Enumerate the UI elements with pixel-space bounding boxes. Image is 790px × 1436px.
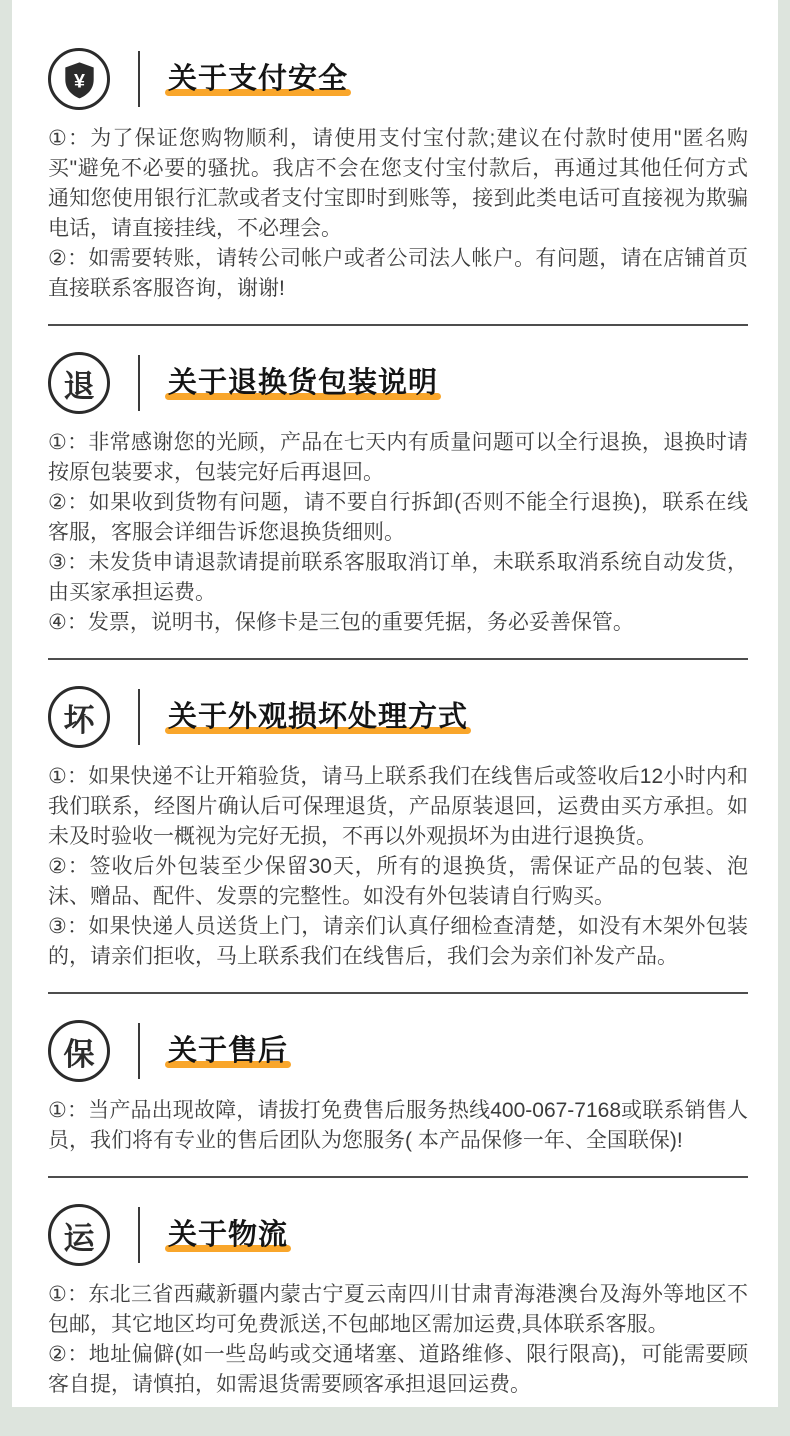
section-title: 关于退换货包装说明	[168, 366, 439, 399]
notice-paragraph: ①：当产品出现故障，请拔打免费售后服务热线400-067-7168或联系销售人员，我们将有专业的售后团队为您服务( 本产品保修一年、全国联保)!	[48, 1099, 748, 1152]
section-body	[48, 762, 748, 972]
badge-char: 保	[63, 1036, 95, 1072]
badge-char: 运	[63, 1220, 95, 1256]
badge-char: 坏	[63, 702, 95, 738]
notice-paragraph: ②：如需要转账，请转公司帐户或者公司法人帐户。有问题，请在店铺首页直接联系客服咨询，谢谢!	[48, 247, 748, 300]
section-header	[48, 1020, 748, 1082]
section-logistics	[48, 1204, 748, 1400]
shipping-badge-icon	[48, 1204, 110, 1266]
header-divider	[138, 1023, 140, 1079]
section-separator	[48, 992, 748, 994]
damage-badge-icon	[48, 686, 110, 748]
shield-yuan-icon	[48, 48, 110, 110]
return-badge-icon	[48, 352, 110, 414]
section-title: 关于售后	[168, 1034, 289, 1067]
section-title: 关于外观损坏处理方式	[168, 700, 469, 733]
badge-char: 退	[63, 368, 95, 404]
notice-paragraph: ④：发票，说明书，保修卡是三包的重要凭据，务必妥善保管。	[48, 611, 634, 634]
yuan-glyph: ¥	[73, 70, 85, 93]
notice-card	[12, 0, 778, 1407]
section-header	[48, 1204, 748, 1266]
warranty-badge-icon	[48, 1020, 110, 1082]
section-after-sales	[48, 1020, 748, 1156]
notice-paragraph: ②：地址偏僻(如一些岛屿或交通堵塞、道路维修、限行限高)，可能需要顾客自提，请慎拍，如需退货需要顾客承担退回运费。	[48, 1343, 748, 1396]
section-body	[48, 428, 748, 638]
section-damage-handling	[48, 686, 748, 972]
notice-paragraph: ①：东北三省西藏新疆内蒙古宁夏云南四川甘肃青海港澳台及海外等地区不包邮，其它地区均可免费派送,不包邮地区需加运费,具体联系客服。	[48, 1283, 748, 1336]
section-separator	[48, 324, 748, 326]
section-title: 关于支付安全	[168, 62, 349, 95]
section-return-packaging	[48, 352, 748, 638]
section-body	[48, 124, 748, 304]
header-divider	[138, 51, 140, 107]
section-header	[48, 48, 748, 110]
notice-paragraph: ②：签收后外包装至少保留30天，所有的退换货，需保证产品的包装、泡沫、赠品、配件、发票的完整性。如没有外包装请自行购买。	[48, 855, 748, 908]
notice-paragraph: ①：非常感谢您的光顾，产品在七天内有质量问题可以全行退换，退换时请按原包装要求，包装完好后再退回。	[48, 431, 748, 484]
section-header	[48, 686, 748, 748]
section-separator	[48, 658, 748, 660]
notice-paragraph: ①：为了保证您购物顺利，请使用支付宝付款;建议在付款时使用"匿名购买"避免不必要的骚扰。我店不会在您支付宝付款后，再通过其他任何方式通知您使用银行汇款或者支付宝即时到账等，接到此类电话可直接视为欺骗电话，请直接挂线，不必理会。	[48, 127, 748, 240]
section-body	[48, 1096, 748, 1156]
header-divider	[138, 689, 140, 745]
section-title: 关于物流	[168, 1218, 289, 1251]
notice-paragraph: ③：如果快递人员送货上门，请亲们认真仔细检查清楚，如没有木架外包装的，请亲们拒收，马上联系我们在线售后，我们会为亲们补发产品。	[48, 915, 748, 968]
section-header	[48, 352, 748, 414]
section-payment-security	[48, 48, 748, 304]
header-divider	[138, 355, 140, 411]
notice-paragraph: ②：如果收到货物有问题，请不要自行拆卸(否则不能全行退换)，联系在线客服，客服会详细告诉您退换货细则。	[48, 491, 748, 544]
section-body	[48, 1280, 748, 1400]
notice-paragraph: ①：如果快递不让开箱验货，请马上联系我们在线售后或签收后12小时内和我们联系，经图片确认后可保理退货，产品原装退回，运费由买方承担。如未及时验收一概视为完好无损，不再以外观损坏为由进行退换货。	[48, 765, 748, 848]
header-divider	[138, 1207, 140, 1263]
notice-paragraph: ③：未发货申请退款请提前联系客服取消订单，未联系取消系统自动发货，由买家承担运费。	[48, 551, 748, 604]
section-separator	[48, 1176, 748, 1178]
